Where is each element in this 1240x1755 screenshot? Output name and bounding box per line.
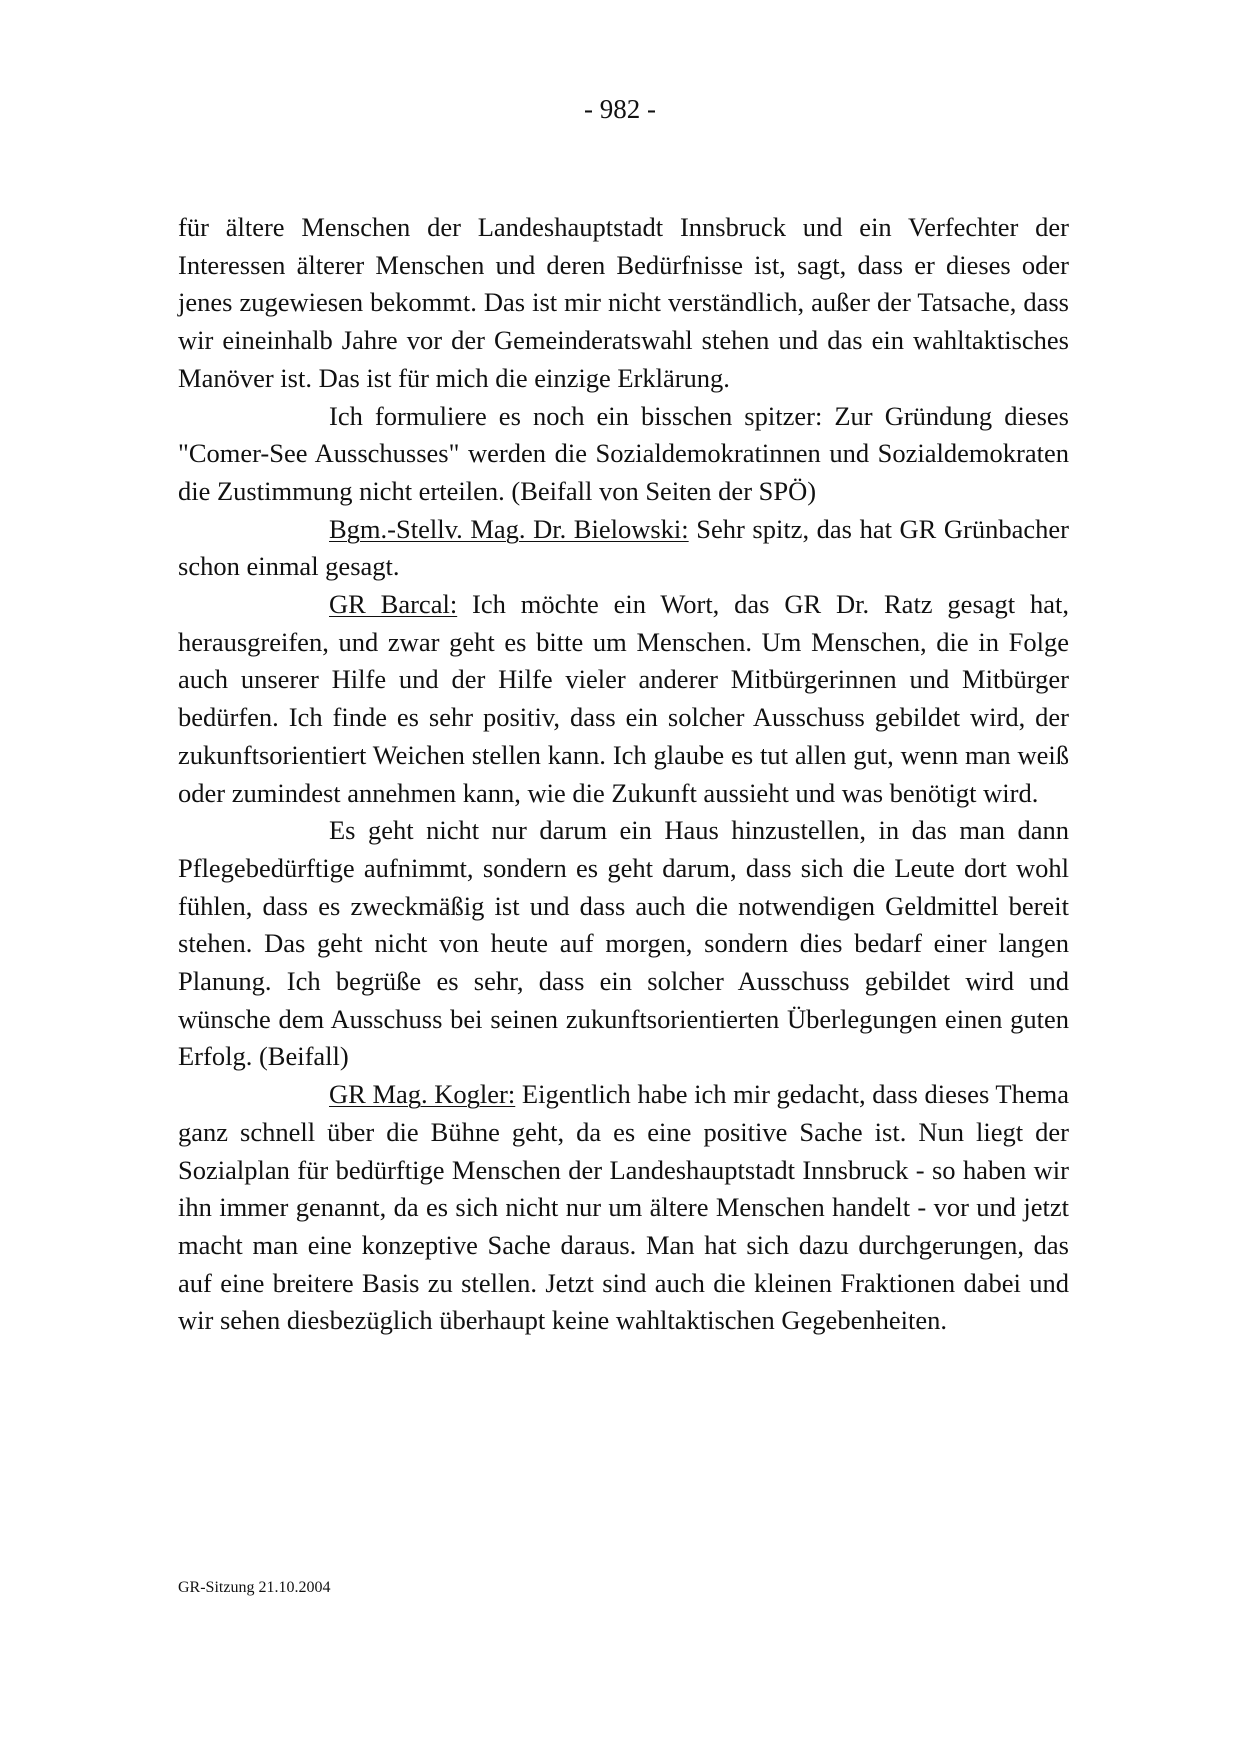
paragraph-text: Ich möchte ein Wort, das GR Dr. Ratz gesagt hat, herausgreifen, und zwar geht es bitte um Menschen. Um Menschen, die in Folge auch unserer Hilfe und der Hilfe vieler anderer Mitbürgerinnen und Mitbürger bedürfen. Ich finde es sehr positiv, dass ein solcher Ausschuss gebildet wird, der zukunftsorientiert Weichen stellen kann. Ich glaube es tut allen gut, wenn man weiß oder zumindest annehmen kann, wie die Zukunft aussieht und was benötigt wird. (178, 589, 1069, 808)
paragraph-text: für ältere Menschen der Landeshauptstadt Innsbruck und ein Verfechter der Interessen älterer Menschen und deren Bedürfnisse ist, sagt, dass er dieses oder jenes zugewiesen bekommt. Das ist mir nicht verständlich, außer der Tatsache, dass wir eineinhalb Jahre vor der Gemeinderatswahl stehen und das ein wahltaktisches Manöver ist. Das ist für mich die einzige Erklärung. (178, 212, 1069, 393)
paragraph-spoe-statement (178, 398, 1069, 511)
page-number: - 982 - (584, 94, 656, 124)
paragraph-text: Ich formuliere es noch ein bisschen spitzer: Zur Gründung dieses "Comer-See Ausschusses" werden die Sozialdemokratinnen und Sozialdemokraten die Zustimmung nicht erteilen. (Beifall von Seiten der SPÖ) (178, 400, 1069, 506)
paragraph-text: Eigentlich habe ich mir gedacht, dass dieses Thema ganz schnell über die Bühne geht, da es eine positive Sache ist. Nun liegt der Sozialplan für bedürftige Menschen der Landeshauptstadt Innsbruck - so haben wir ihn immer genannt, da es sich nicht nur um ältere Menschen handelt - vor und jetzt macht man eine konzeptive Sache daraus. Man hat sich dazu durchgerungen, das auf eine breitere Basis zu stellen. Jetzt sind auch die kleinen Fraktionen dabei und wir sehen diesbezüglich überhaupt keine wahltaktischen Gegebenheiten. (178, 1079, 1069, 1336)
paragraph-bielowski (178, 511, 1069, 586)
paragraph-barcal-continued (178, 812, 1069, 1076)
paragraph-continuation (178, 209, 1069, 398)
speaker-name: GR Barcal: (329, 589, 458, 620)
document-body (178, 209, 1069, 1340)
paragraph-text: Sehr spitz, das hat GR Grünbacher schon einmal gesagt. (178, 513, 1069, 582)
paragraph-kogler (178, 1076, 1069, 1340)
paragraph-text: Es geht nicht nur darum ein Haus hinzustellen, in das man dann Pflegebedürftige aufnimmt, sondern es geht darum, dass sich die Leute dort wohl fühlen, dass es zweckmäßig ist und dass auch die notwendigen Geldmittel bereit stehen. Das geht nicht von heute auf morgen, sondern dies bedarf einer langen Planung. Ich begrüße es sehr, dass ein solcher Ausschuss gebildet wird und wünsche dem Ausschuss bei seinen zukunftsorientierten Überlegungen einen guten Erfolg. (Beifall) (178, 815, 1069, 1072)
speaker-name: Bgm.-Stellv. Mag. Dr. Bielowski: (329, 513, 689, 544)
footer-session-date: GR-Sitzung 21.10.2004 (178, 1579, 331, 1596)
paragraph-barcal (178, 586, 1069, 812)
speaker-name: GR Mag. Kogler: (329, 1079, 516, 1110)
